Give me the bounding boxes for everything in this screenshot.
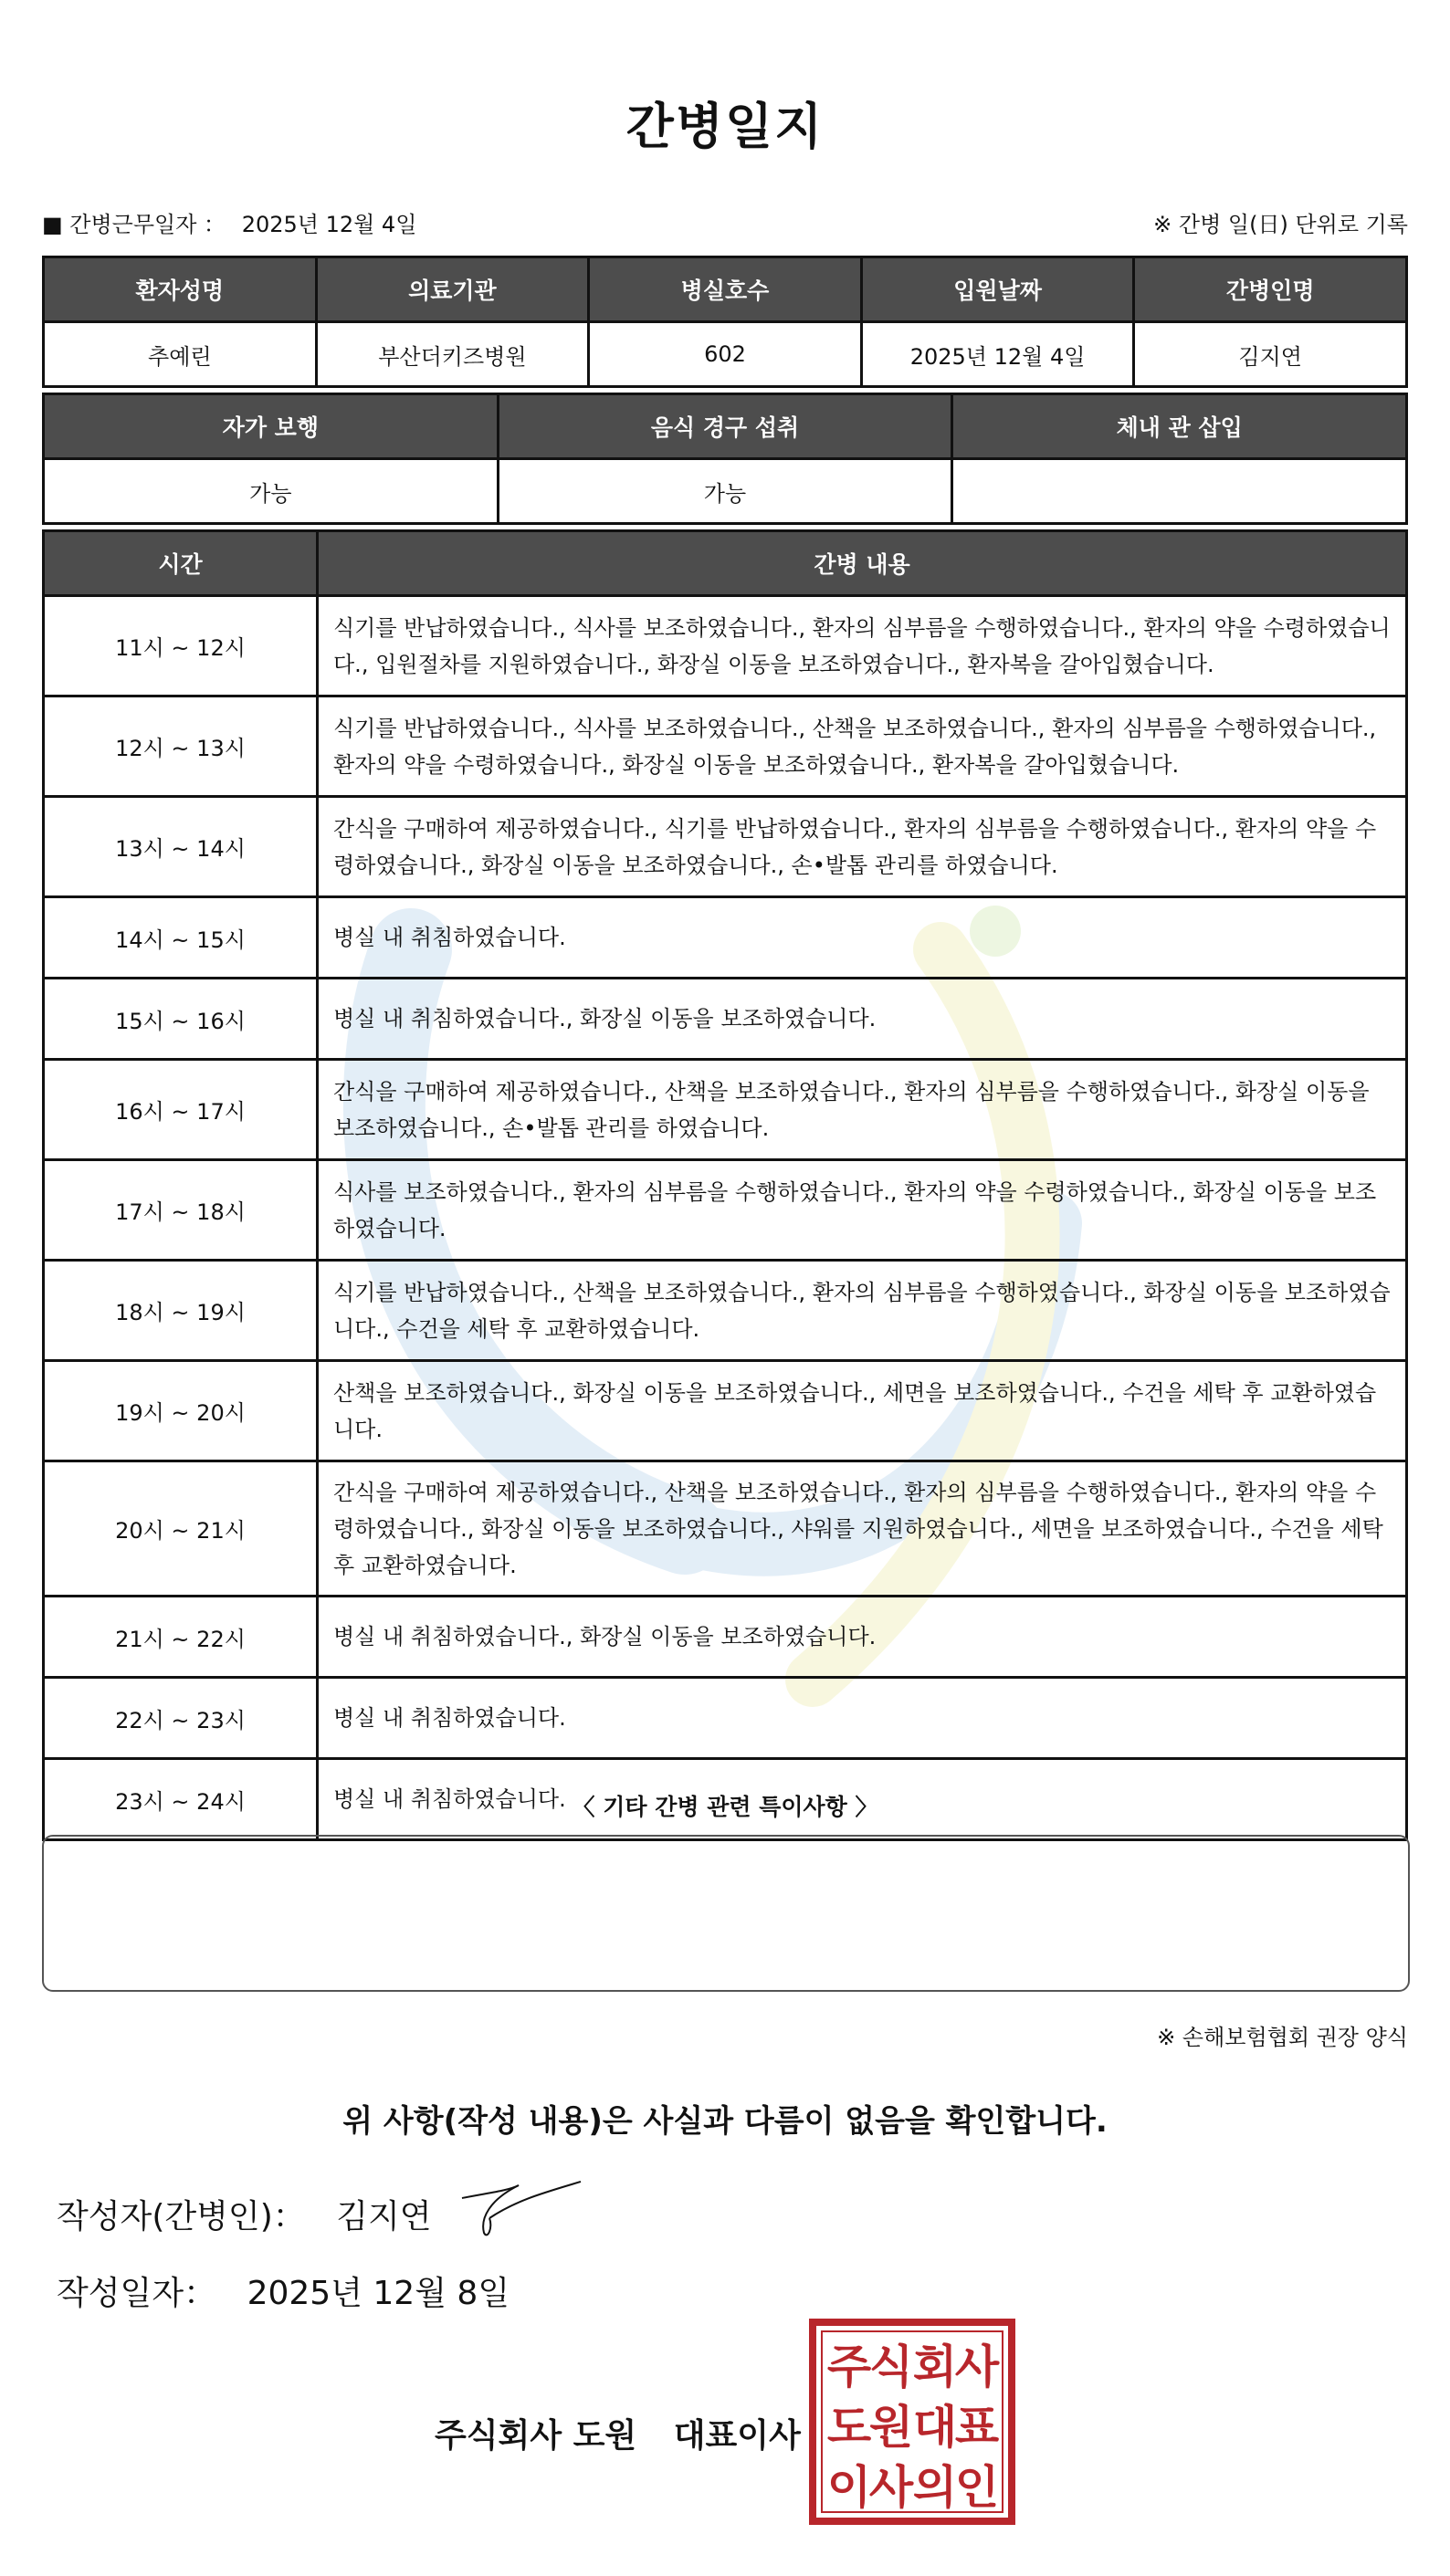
row-time: 13시 ~ 14시 xyxy=(44,797,318,897)
row-time: 21시 ~ 22시 xyxy=(44,1597,318,1678)
writer-label: 작성자(간병인)： xyxy=(57,2198,306,2236)
header-patient-name: 환자성명 xyxy=(44,257,317,322)
header-self-walking: 자가 보행 xyxy=(44,394,499,459)
care-log-table xyxy=(42,529,1408,1841)
row-content: 병실 내 취침하였습니다. xyxy=(318,1678,1407,1759)
ability-header-row xyxy=(44,394,1407,459)
written-date-line xyxy=(57,2267,510,2314)
confirmation-statement: 위 사항(작성 내용)은 사실과 다름이 없음을 확인합니다. xyxy=(342,2103,1108,2140)
row-content: 간식을 구매하여 제공하였습니다., 식기를 반납하였습니다., 환자의 심부름을 수행하였습니다., 환자의 약을 수령하였습니다., 화장실 이동을 보조하였습니다., 손•발톱 관리를 하였습니다. xyxy=(318,797,1407,897)
table-row xyxy=(44,979,1407,1060)
row-content: 식기를 반납하였습니다., 식사를 보조하였습니다., 산책을 보조하였습니다., 환자의 심부름을 수행하였습니다., 환자의 약을 수령하였습니다., 화장실 이동을 보조하였습니다., 환자복을 갈아입혔습니다. xyxy=(318,696,1407,797)
patient-info-value-row xyxy=(44,322,1407,387)
table-row xyxy=(44,596,1407,696)
row-time: 14시 ~ 15시 xyxy=(44,897,318,979)
signature-image xyxy=(453,2173,590,2246)
writer-name: 김지연 xyxy=(336,2198,432,2236)
room-number: 602 xyxy=(589,322,862,387)
svg-text:회: 회 xyxy=(912,2340,958,2393)
row-content: 간식을 구매하여 제공하였습니다., 산책을 보조하였습니다., 환자의 심부름을 수행하였습니다., 환자의 약을 수령하였습니다., 화장실 이동을 보조하였습니다., 샤워를 지원하였습니다., 세면을 보조하였습니다., 수건을 세탁 후 교환하였습니다. xyxy=(318,1461,1407,1597)
row-content: 병실 내 취침하였습니다. xyxy=(318,897,1407,979)
written-date-value: 2025년 12월 8일 xyxy=(247,2275,510,2312)
row-time: 20시 ~ 21시 xyxy=(44,1461,318,1597)
row-content: 식기를 반납하였습니다., 식사를 보조하였습니다., 환자의 심부름을 수행하였습니다., 환자의 약을 수령하였습니다., 입원절차를 지원하였습니다., 화장실 이동을 보조하였습니다., 환자복을 갈아입혔습니다. xyxy=(318,596,1407,696)
caregiver-name: 김지연 xyxy=(1134,322,1407,387)
svg-text:식: 식 xyxy=(868,2340,914,2393)
written-date-label: 작성일자： xyxy=(57,2275,217,2312)
table-row xyxy=(44,1261,1407,1361)
row-time: 11시 ~ 12시 xyxy=(44,596,318,696)
row-time: 12시 ~ 13시 xyxy=(44,696,318,797)
work-date-line xyxy=(42,206,416,238)
header-care-content: 간병 내용 xyxy=(318,531,1407,596)
svg-text:이: 이 xyxy=(826,2461,872,2514)
row-time: 17시 ~ 18시 xyxy=(44,1160,318,1261)
recommended-form-note: ※ 손해보험협회 권장 양식 xyxy=(1157,2025,1408,2050)
row-content: 병실 내 취침하였습니다., 화장실 이동을 보조하였습니다. xyxy=(318,979,1407,1060)
header-tube-insertion: 체내 관 삽입 xyxy=(952,394,1407,459)
svg-text:표: 표 xyxy=(954,2401,1000,2454)
oral-intake-value: 가능 xyxy=(498,459,952,524)
svg-text:의: 의 xyxy=(912,2461,958,2514)
header-time: 시간 xyxy=(44,531,318,596)
tube-insertion-value xyxy=(952,459,1407,524)
hospital-name: 부산더키즈병원 xyxy=(316,322,589,387)
table-row xyxy=(44,797,1407,897)
table-row xyxy=(44,1060,1407,1160)
row-content: 식기를 반납하였습니다., 산책을 보조하였습니다., 환자의 심부름을 수행하였습니다., 화장실 이동을 보조하였습니다., 수건을 세탁 후 교환하였습니다. xyxy=(318,1261,1407,1361)
row-content: 간식을 구매하여 제공하였습니다., 산책을 보조하였습니다., 환자의 심부름을 수행하였습니다., 화장실 이동을 보조하였습니다., 손•발톱 관리를 하였습니다. xyxy=(318,1060,1407,1160)
table-row xyxy=(44,1597,1407,1678)
special-notes-title: 〈 기타 간병 관련 특이사항 〉 xyxy=(572,1794,878,1820)
svg-text:사: 사 xyxy=(868,2461,914,2514)
svg-text:대: 대 xyxy=(912,2401,958,2454)
header-hospital: 의료기관 xyxy=(316,257,589,322)
table-row xyxy=(44,1361,1407,1461)
row-time: 19시 ~ 20시 xyxy=(44,1361,318,1461)
row-content: 병실 내 취침하였습니다., 화장실 이동을 보조하였습니다. xyxy=(318,1597,1407,1678)
svg-text:인: 인 xyxy=(954,2461,1000,2514)
row-time: 23시 ~ 24시 xyxy=(44,1759,318,1840)
patient-info-table xyxy=(42,256,1408,388)
admission-date: 2025년 12월 4일 xyxy=(861,322,1134,387)
table-row xyxy=(44,696,1407,797)
company-seal-stamp xyxy=(809,2319,1015,2525)
table-row xyxy=(44,1678,1407,1759)
row-content: 산책을 보조하였습니다., 화장실 이동을 보조하였습니다., 세면을 보조하였습니다., 수건을 세탁 후 교환하였습니다. xyxy=(318,1361,1407,1461)
patient-info-header-row xyxy=(44,257,1407,322)
row-time: 18시 ~ 19시 xyxy=(44,1261,318,1361)
special-notes-box[interactable] xyxy=(42,1835,1410,1992)
header-room-number: 병실호수 xyxy=(589,257,862,322)
patient-ability-table xyxy=(42,393,1408,525)
row-time: 22시 ~ 23시 xyxy=(44,1678,318,1759)
work-date-value: 2025년 12월 4일 xyxy=(241,212,417,237)
document-title: 간병일지 xyxy=(625,98,825,155)
patient-name: 추예린 xyxy=(44,322,317,387)
company-name: 주식회사 도원 xyxy=(435,2417,637,2455)
row-content: 식사를 보조하였습니다., 환자의 심부름을 수행하였습니다., 환자의 약을 수령하였습니다., 화장실 이동을 보조하였습니다. xyxy=(318,1160,1407,1261)
svg-text:도: 도 xyxy=(826,2401,872,2454)
table-row xyxy=(44,1461,1407,1597)
care-log-header-row xyxy=(44,531,1407,596)
ability-value-row xyxy=(44,459,1407,524)
svg-text:주: 주 xyxy=(826,2340,872,2393)
work-date-label: ■ 간병근무일자 ： xyxy=(42,212,226,237)
table-row xyxy=(44,1160,1407,1261)
row-time: 15시 ~ 16시 xyxy=(44,979,318,1060)
svg-text:원: 원 xyxy=(868,2401,914,2454)
header-oral-intake: 음식 경구 섭취 xyxy=(498,394,952,459)
row-time: 16시 ~ 17시 xyxy=(44,1060,318,1160)
svg-text:사: 사 xyxy=(954,2340,1000,2393)
company-line xyxy=(435,2410,801,2456)
daily-record-note: ※ 간병 일(日) 단위로 기록 xyxy=(1153,212,1408,237)
representative-title: 대표이사 xyxy=(673,2417,801,2455)
row-content: 병실 내 취침하였습니다. xyxy=(318,1759,1407,1840)
writer-line xyxy=(57,2191,432,2237)
self-walking-value: 가능 xyxy=(44,459,499,524)
header-caregiver-name: 간병인명 xyxy=(1134,257,1407,322)
table-row xyxy=(44,897,1407,979)
header-admission-date: 입원날짜 xyxy=(861,257,1134,322)
